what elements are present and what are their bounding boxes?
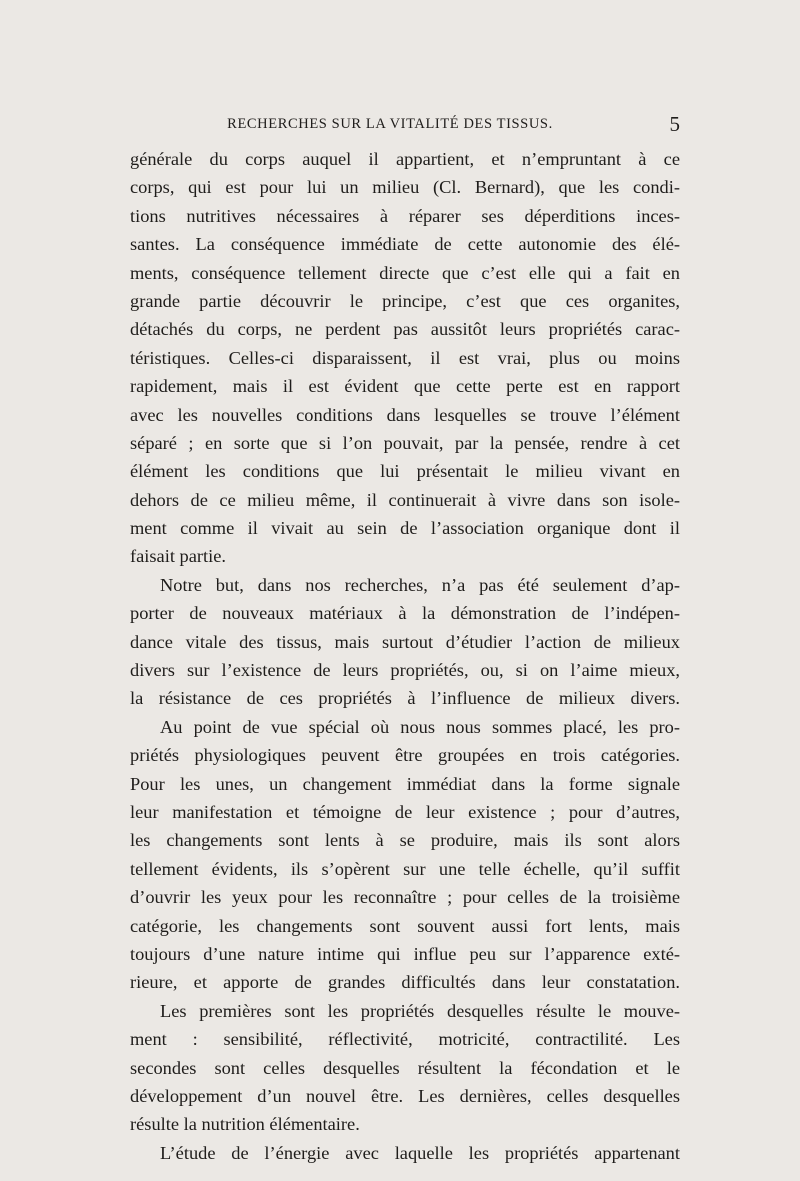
text-line: Pour les unes, un changement immédiat dans la forme signale [130, 773, 680, 794]
running-head [130, 112, 680, 138]
text-line: faisait partie. [130, 546, 226, 567]
text-line: Au point de vue spécial où nous nous sommes placé, les pro- [160, 716, 680, 737]
text-line: détachés du corps, ne perdent pas aussitôt leurs propriétés carac- [130, 319, 680, 340]
text-line: toujours d’une nature intime qui influe peu sur l’apparence exté- [130, 943, 680, 964]
running-title: RECHERCHES SUR LA VITALITÉ DES TISSUS. [227, 116, 553, 132]
text-line: tions nutritives nécessaires à réparer ses déperditions inces- [130, 205, 680, 226]
text-line: d’ouvrir les yeux pour les reconnaître ; pour celles de la troisième [130, 887, 680, 908]
text-line: catégorie, les changements sont souvent aussi fort lents, mais [130, 915, 680, 936]
text-line: Notre but, dans nos recherches, n’a pas été seulement d’ap- [160, 574, 680, 595]
text-line: dance vitale des tissus, mais surtout d’étudier l’action de milieux [130, 631, 680, 652]
text-line: L’étude de l’énergie avec laquelle les propriétés appartenant [160, 1142, 680, 1163]
page-number: 5 [669, 112, 680, 136]
text-line: corps, qui est pour lui un milieu (Cl. Bernard), que les condi- [130, 177, 680, 198]
text-line: ment : sensibilité, réflectivité, motricité, contractilité. Les [130, 1029, 680, 1050]
text-line: santes. La conséquence immédiate de cette autonomie des élé- [130, 234, 680, 255]
text-line: ment comme il vivait au sein de l’association organique dont il [130, 518, 680, 539]
text-line: développement d’un nouvel être. Les dernières, celles desquelles [130, 1085, 680, 1106]
text-line: grande partie découvrir le principe, c’est que ces organites, [130, 290, 680, 311]
text-line: tellement évidents, ils s’opèrent sur une telle échelle, qu’il suffit [130, 858, 680, 879]
text-line: priétés physiologiques peuvent être groupées en trois catégories. [130, 745, 680, 766]
text-line: les changements sont lents à se produire, mais ils sont alors [130, 830, 680, 851]
text-line: dehors de ce milieu même, il continuerait à vivre dans son isole- [130, 489, 680, 510]
text-line: résulte la nutrition élémentaire. [130, 1114, 360, 1135]
text-line: élément les conditions que lui présentait le milieu vivant en [130, 461, 680, 482]
text-line: secondes sont celles desquelles résultent la fécondation et le [130, 1057, 680, 1078]
text-line: téristiques. Celles-ci disparaissent, il est vrai, plus ou moins [130, 347, 680, 368]
text-line: séparé ; en sorte que si l’on pouvait, par la pensée, rendre à cet [130, 432, 680, 453]
text-line: générale du corps auquel il appartient, et n’empruntant à ce [130, 149, 680, 169]
text-line: leur manifestation et témoigne de leur existence ; pour d’autres, [130, 801, 680, 822]
text-line: rapidement, mais il est évident que cette perte est en rapport [130, 376, 680, 397]
body-text [130, 145, 680, 1167]
text-line: porter de nouveaux matériaux à la démonstration de l’indépen- [130, 603, 680, 624]
text-line: rieure, et apporte de grandes difficultés dans leur constatation. [130, 972, 680, 993]
text-line: avec les nouvelles conditions dans lesquelles se trouve l’élément [130, 404, 680, 425]
text-line: divers sur l’existence de leurs propriétés, ou, si on l’aime mieux, [130, 660, 680, 681]
text-line: ments, conséquence tellement directe que c’est elle qui a fait en [130, 262, 680, 283]
text-line: la résistance de ces propriétés à l’influence de milieux divers. [130, 688, 680, 709]
text-line: Les premières sont les propriétés desquelles résulte le mouve- [160, 1000, 680, 1021]
